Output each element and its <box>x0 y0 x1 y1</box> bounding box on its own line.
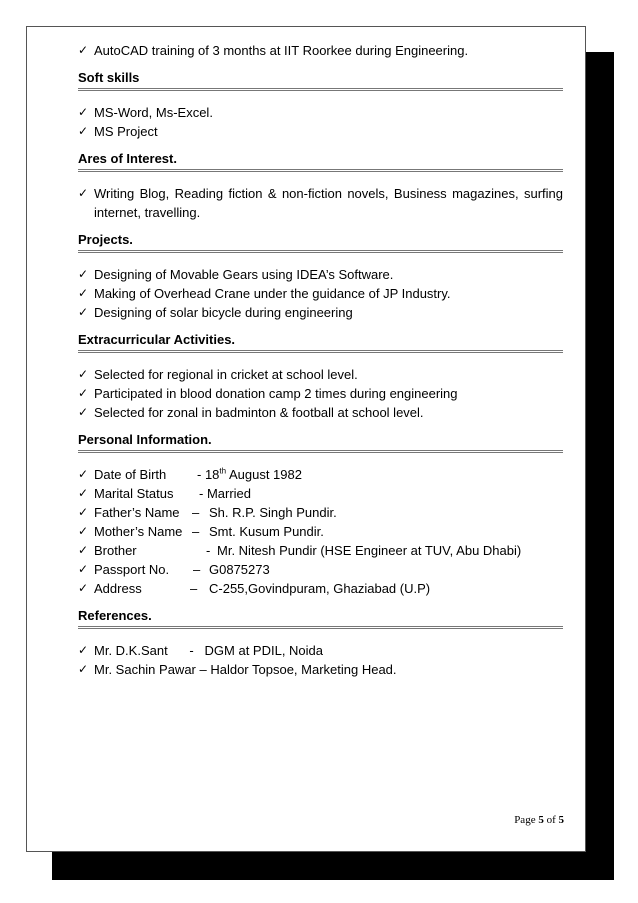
personal-row: ✓ Brother - Mr. Nitesh Pundir (HSE Engineer at TUV, Abu Dhabi) <box>78 543 522 558</box>
check-icon: ✓ <box>78 305 89 319</box>
check-icon: ✓ <box>78 662 89 676</box>
list-item: ✓ Participated in blood donation camp 2 times during engineering <box>78 386 458 401</box>
page-content <box>78 41 563 679</box>
check-icon: ✓ <box>78 105 89 119</box>
check-icon: ✓ <box>78 486 89 500</box>
personal-row: ✓ Address – C-255,Govindpuram, Ghaziabad (U.P) <box>78 581 431 596</box>
check-icon: ✓ <box>78 524 89 538</box>
list-item: ✓ Making of Overhead Crane under the guidance of JP Industry. <box>78 286 451 301</box>
check-icon: ✓ <box>78 643 89 657</box>
list-item: ✓ Selected for zonal in badminton & football at school level. <box>78 405 424 420</box>
document-page <box>26 26 586 852</box>
personal-row: ✓ Father’s Name – Sh. R.P. Singh Pundir. <box>78 505 337 520</box>
check-icon: ✓ <box>78 367 89 381</box>
check-icon: ✓ <box>78 267 89 281</box>
check-icon: ✓ <box>78 505 89 519</box>
check-icon: ✓ <box>78 467 89 481</box>
section-heading-soft-skills: Soft skills <box>78 69 563 91</box>
personal-row: ✓ Passport No. – G0875273 <box>78 562 270 577</box>
personal-row: ✓ Mother’s Name – Smt. Kusum Pundir. <box>78 524 324 539</box>
list-item: ✓ Writing Blog, Reading fiction & non-fiction novels, Business magazines, surfing internet, travelling. <box>78 186 563 220</box>
section-heading-references: References. <box>78 607 563 629</box>
check-icon: ✓ <box>78 286 89 300</box>
personal-row-dob: ✓ Date of Birth - 18th August 1982 <box>78 466 302 482</box>
list-item: ✓ MS Project <box>78 124 158 139</box>
list-item: ✓ AutoCAD training of 3 months at IIT Roorkee during Engineering. <box>78 43 469 58</box>
list-item: ✓ Designing of Movable Gears using IDEA’s Software. <box>78 267 394 282</box>
check-icon: ✓ <box>78 562 89 576</box>
check-icon: ✓ <box>78 124 89 138</box>
section-heading-interests: Ares of Interest. <box>78 150 563 172</box>
list-item: ✓ Mr. Sachin Pawar – Haldor Topsoe, Marketing Head. <box>78 662 397 677</box>
list-item: ✓ MS-Word, Ms-Excel. <box>78 105 213 120</box>
check-icon: ✓ <box>78 186 89 200</box>
list-item: ✓ Mr. D.K.Sant - DGM at PDIL, Noida <box>78 643 324 658</box>
list-item: ✓ Designing of solar bicycle during engineering <box>78 305 353 320</box>
personal-row: ✓ Marital Status - Married <box>78 486 252 501</box>
check-icon: ✓ <box>78 405 89 419</box>
check-icon: ✓ <box>78 43 89 57</box>
check-icon: ✓ <box>78 386 89 400</box>
section-heading-extracurricular: Extracurricular Activities. <box>78 331 563 353</box>
section-heading-projects: Projects. <box>78 231 563 253</box>
list-item: ✓ Selected for regional in cricket at school level. <box>78 367 358 382</box>
check-icon: ✓ <box>78 581 89 595</box>
section-heading-personal: Personal Information. <box>78 431 563 453</box>
page-number: Page 5 of 5 <box>514 814 564 826</box>
check-icon: ✓ <box>78 543 89 557</box>
